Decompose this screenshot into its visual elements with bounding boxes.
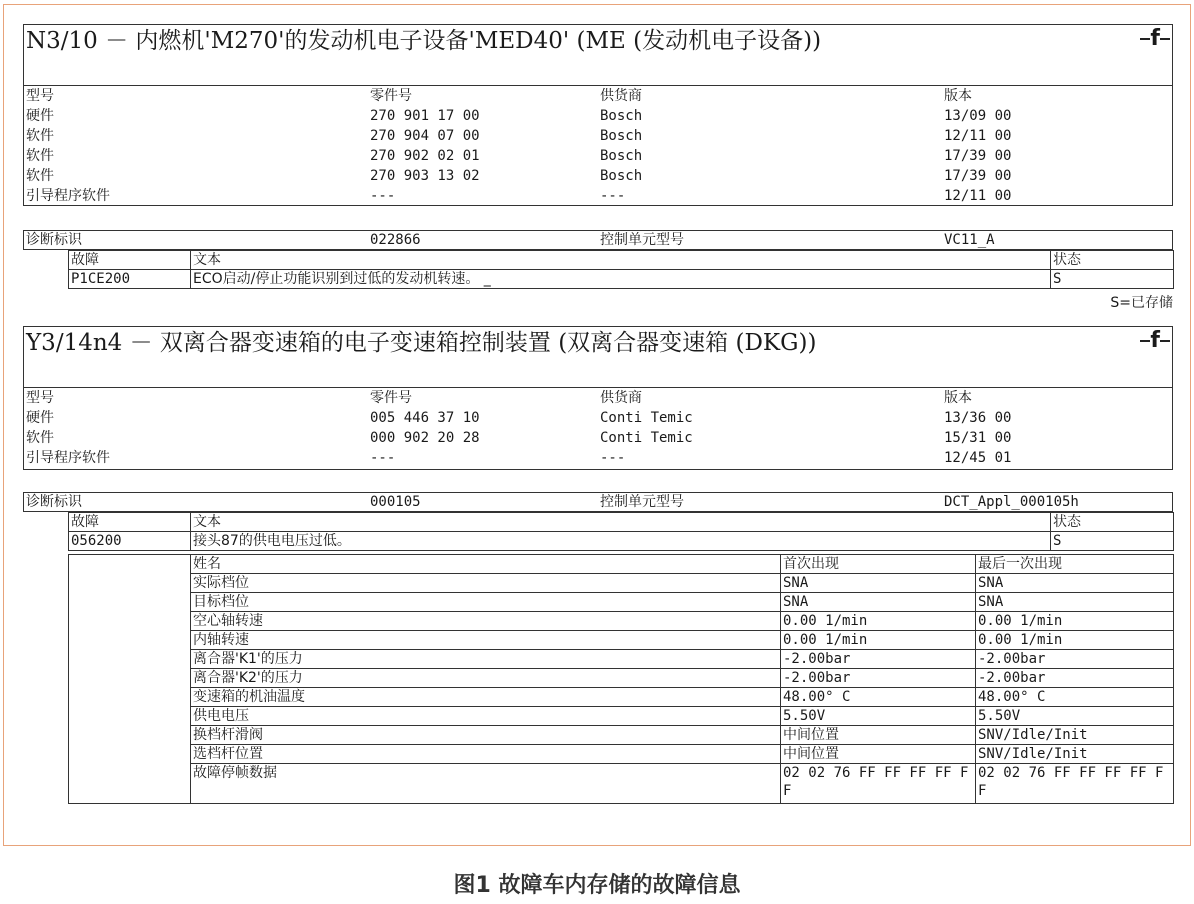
freeze-first: 中间位置 [781,745,976,764]
row-supplier: Bosch [600,168,643,184]
row-supplier: Conti Temic [600,430,693,446]
fault-text: ECO启动/停止功能识别到过低的发动机转速。 _ [191,270,1051,289]
diag-label: 诊断标识 [26,232,82,248]
freeze-last: SNV/Idle/Init [976,745,1174,764]
control-unit-label: 控制单元型号 [600,232,684,248]
fault-status-header: 状态 [1051,251,1174,270]
row-type: 软件 [26,430,54,446]
freeze-row [69,650,1174,669]
freeze-header-row [69,555,1174,574]
fault-table [68,250,1174,289]
module-title-box [23,24,1173,86]
freeze-first: 5.50V [781,707,976,726]
diagnostic-id-row [23,230,1173,250]
fault-text: 接头87的供电电压过低。 [191,532,1051,551]
freeze-last: 0.00 1/min [976,612,1174,631]
col-type: 型号 [26,88,54,104]
freeze-first: SNA [781,593,976,612]
version-header [24,86,1172,106]
col-supplier: 供货商 [600,88,642,104]
row-supplier: Bosch [600,128,643,144]
freeze-frame-table [68,554,1174,804]
freeze-name: 选档杆位置 [191,745,781,764]
freeze-row [69,707,1174,726]
module-title: Y3/14n4 － 双离合器变速箱的电子变速箱控制装置 (双离合器变速箱 (DKG)) [26,330,817,356]
fault-code-header: 故障 [69,251,191,270]
f-logo-icon: f [1140,26,1170,52]
row-supplier: Bosch [600,148,643,164]
freeze-name: 离合器'K2'的压力 [191,669,781,688]
freeze-first: 48.00° C [781,688,976,707]
version-row [24,146,1172,166]
freeze-row [69,612,1174,631]
freeze-last: 48.00° C [976,688,1174,707]
fault-row [69,532,1174,551]
freeze-first: 中间位置 [781,726,976,745]
row-type: 硬件 [26,108,54,124]
freeze-last-header: 最后一次出现 [976,555,1174,574]
freeze-first: -2.00bar [781,669,976,688]
version-header [24,388,1172,408]
version-table [23,86,1173,206]
freeze-last: 5.50V [976,707,1174,726]
row-part: 270 903 13 02 [370,168,480,184]
diagnostic-id-row [23,492,1173,512]
col-part: 零件号 [370,390,412,406]
module-title-box [23,326,1173,388]
freeze-name: 目标档位 [191,593,781,612]
module-title: N3/10 － 内燃机'M270'的发动机电子设备'MED40' (ME (发动机电子设备)) [26,28,822,54]
row-version: 17/39 00 [944,148,1012,164]
col-type: 型号 [26,390,54,406]
row-supplier: Bosch [600,108,643,124]
col-supplier: 供货商 [600,390,642,406]
control-unit-value: DCT_Appl_000105h [944,494,1079,510]
row-type: 软件 [26,128,54,144]
control-unit-value: VC11_A [944,232,995,248]
freeze-name: 变速箱的机油温度 [191,688,781,707]
freeze-row [69,726,1174,745]
fault-code: 056200 [69,532,191,551]
row-part: 270 904 07 00 [370,128,480,144]
row-type: 引导程序软件 [26,188,110,204]
fault-text-header: 文本 [191,513,1051,532]
freeze-name: 故障停帧数据 [191,764,781,804]
freeze-last: SNA [976,593,1174,612]
row-version: 12/11 00 [944,128,1012,144]
diag-value: 000105 [370,494,421,510]
row-type: 软件 [26,148,54,164]
freeze-name: 内轴转速 [191,631,781,650]
diag-value: 022866 [370,232,421,248]
diag-label: 诊断标识 [26,494,82,510]
freeze-name: 离合器'K1'的压力 [191,650,781,669]
status-legend: S=已存储 [1110,295,1173,311]
figure-caption: 图1 故障车内存储的故障信息 [453,873,741,898]
row-type: 引导程序软件 [26,450,110,466]
freeze-row [69,574,1174,593]
freeze-first: 0.00 1/min [781,612,976,631]
row-version: 13/36 00 [944,410,1012,426]
fault-header-row [69,251,1174,270]
freeze-name: 空心轴转速 [191,612,781,631]
row-version: 17/39 00 [944,168,1012,184]
row-version: 15/31 00 [944,430,1012,446]
row-type: 软件 [26,168,54,184]
freeze-last: 02 02 76 FF FF FF FF FF [976,764,1174,804]
row-part: --- [370,188,396,204]
row-part: 270 902 02 01 [370,148,480,164]
fault-code-header: 故障 [69,513,191,532]
freeze-row [69,688,1174,707]
freeze-first-header: 首次出现 [781,555,976,574]
freeze-first: -2.00bar [781,650,976,669]
module-transmission [23,326,1173,799]
row-part: 005 446 37 10 [370,410,480,426]
row-type: 硬件 [26,410,54,426]
version-row [24,186,1172,206]
version-row [24,166,1172,186]
version-row [24,106,1172,126]
col-part: 零件号 [370,88,412,104]
freeze-last: SNV/Idle/Init [976,726,1174,745]
freeze-row [69,593,1174,612]
col-version: 版本 [944,390,972,406]
freeze-last: SNA [976,574,1174,593]
freeze-name: 换档杆滑阀 [191,726,781,745]
freeze-name-header: 姓名 [191,555,781,574]
freeze-row [69,669,1174,688]
freeze-row [69,745,1174,764]
freeze-indent-cell [69,555,191,804]
freeze-name: 实际档位 [191,574,781,593]
col-version: 版本 [944,88,972,104]
row-part: 270 901 17 00 [370,108,480,124]
row-part: --- [370,450,396,466]
control-unit-label: 控制单元型号 [600,494,684,510]
f-logo-icon: f [1140,328,1170,354]
freeze-row [69,631,1174,650]
fault-status: S [1051,532,1174,551]
row-version: 12/45 01 [944,450,1012,466]
freeze-name: 供电电压 [191,707,781,726]
row-supplier: Conti Temic [600,410,693,426]
fault-header-row [69,513,1174,532]
fault-text-header: 文本 [191,251,1051,270]
row-supplier: --- [600,188,626,204]
fault-table [68,512,1174,551]
version-row [24,126,1172,146]
row-part: 000 902 20 28 [370,430,480,446]
freeze-last: -2.00bar [976,650,1174,669]
freeze-row [69,764,1174,804]
row-supplier: --- [600,450,626,466]
fault-row [69,270,1174,289]
freeze-first: SNA [781,574,976,593]
row-version: 12/11 00 [944,188,1012,204]
version-row [24,428,1172,448]
fault-status-header: 状态 [1051,513,1174,532]
fault-code: P1CE200 [69,270,191,289]
freeze-last: 0.00 1/min [976,631,1174,650]
version-row [24,408,1172,428]
fault-status: S [1051,270,1174,289]
version-row [24,448,1172,468]
version-table [23,388,1173,470]
freeze-first: 02 02 76 FF FF FF FF FF [781,764,976,804]
row-version: 13/09 00 [944,108,1012,124]
freeze-last: -2.00bar [976,669,1174,688]
freeze-first: 0.00 1/min [781,631,976,650]
module-engine [23,24,1173,311]
